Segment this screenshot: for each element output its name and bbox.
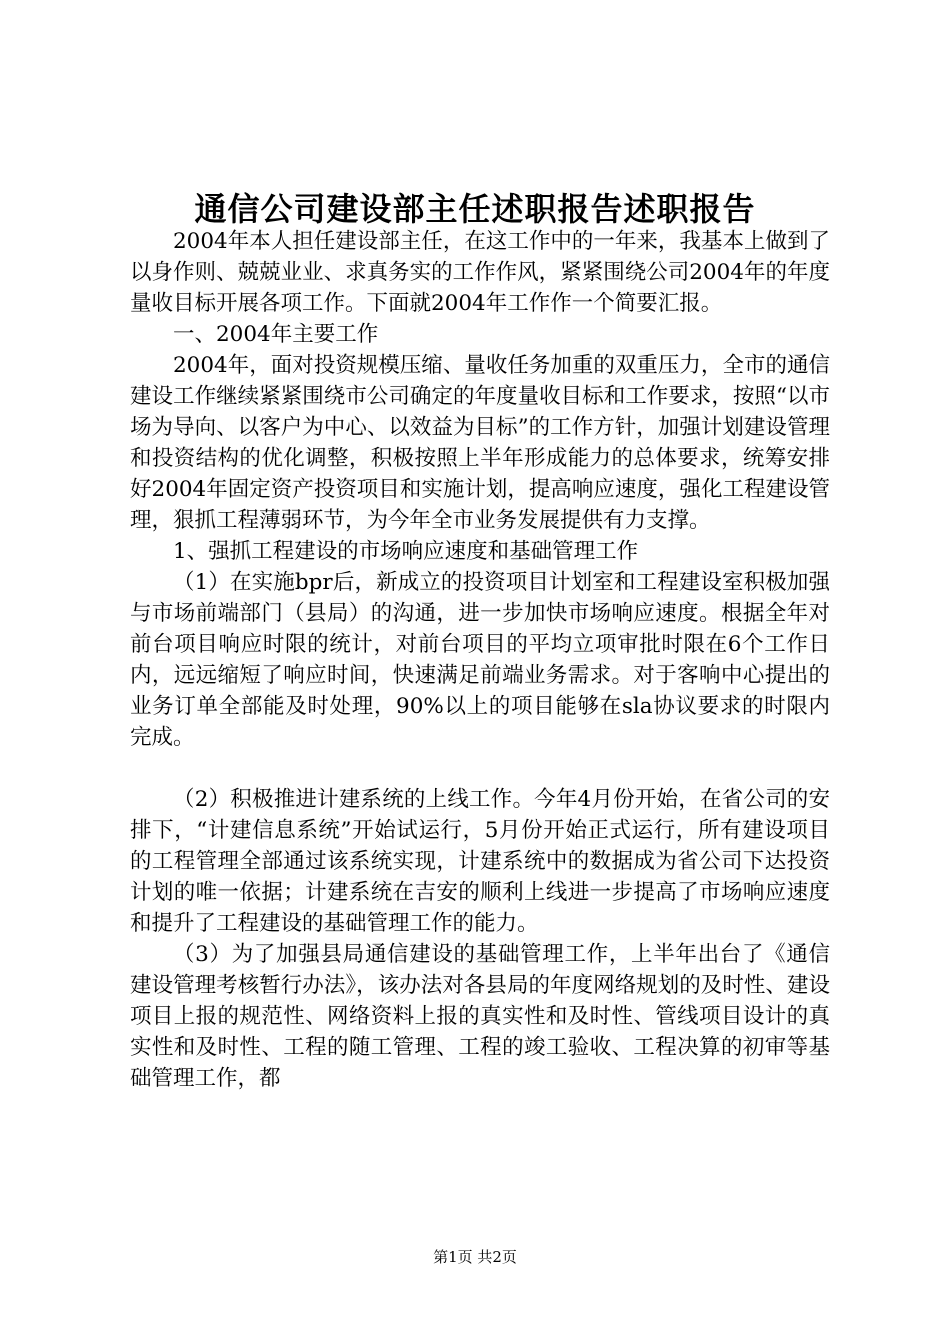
paragraph-item-2: （2）积极推进计建系统的上线工作。今年4月份开始，在省公司的安排下，“计建信息系统”开始试运行，5月份开始正式运行，所有建设项目的工程管理全部通过该系统实现，计建系统中的数据成为省公司下达投资计划的唯一依据；计建系统在吉安的顺利上线进一步提高了市场响应速度和提升了工程建设的基础管理工作的能力。: [130, 787, 830, 936]
page-footer: 第1页 共2页: [433, 1248, 517, 1266]
paragraph-spacer: [130, 753, 830, 784]
document-title: 通信公司建设部主任述职报告述职报告: [194, 190, 756, 228]
paragraph-item-1: （1）在实施bpr后，新成立的投资项目计划室和工程建设室积极加强与市场前端部门（县局）的沟通，进一步加快市场响应速度。根据全年对前台项目响应时限的统计，对前台项目的平均立项审批时限在6个工作日内，远远缩短了响应时间，快速满足前端业务需求。对于客响中心提出的业务订单全部能及时处理，90%以上的项目能够在sla协议要求的时限内完成。: [130, 570, 830, 750]
document-body: [130, 226, 830, 1094]
section-heading-1: 一、2004年主要工作: [173, 322, 379, 347]
subsection-heading-1: 1、强抓工程建设的市场响应速度和基础管理工作: [173, 539, 639, 564]
paragraph-intro: 2004年本人担任建设部主任，在这工作中的一年来，我基本上做到了以身作则、兢兢业业、求真务实的工作作风，紧紧围绕公司2004年的年度量收目标开展各项工作。下面就2004年工作作一个简要汇报。: [130, 229, 830, 316]
paragraph-item-3: （3）为了加强县局通信建设的基础管理工作，上半年出台了《通信建设管理考核暂行办法》，该办法对各县局的年度网络规划的及时性、建设项目上报的规范性、网络资料上报的真实性和及时性、管线项目设计的真实性和及时性、工程的随工管理、工程的竣工验收、工程决算的初审等基础管理工作，都: [130, 942, 830, 1091]
paragraph-overview: 2004年，面对投资规模压缩、量收任务加重的双重压力，全市的通信建设工作继续紧紧围绕市公司确定的年度量收目标和工作要求，按照“以市场为导向、以客户为中心、以效益为目标”的工作方针，加强计划建设管理和投资结构的优化调整，积极按照上半年形成能力的总体要求，统筹安排好2004年固定资产投资项目和实施计划，提高响应速度，强化工程建设管理，狠抓工程薄弱环节，为今年全市业务发展提供有力支撑。: [130, 353, 830, 533]
